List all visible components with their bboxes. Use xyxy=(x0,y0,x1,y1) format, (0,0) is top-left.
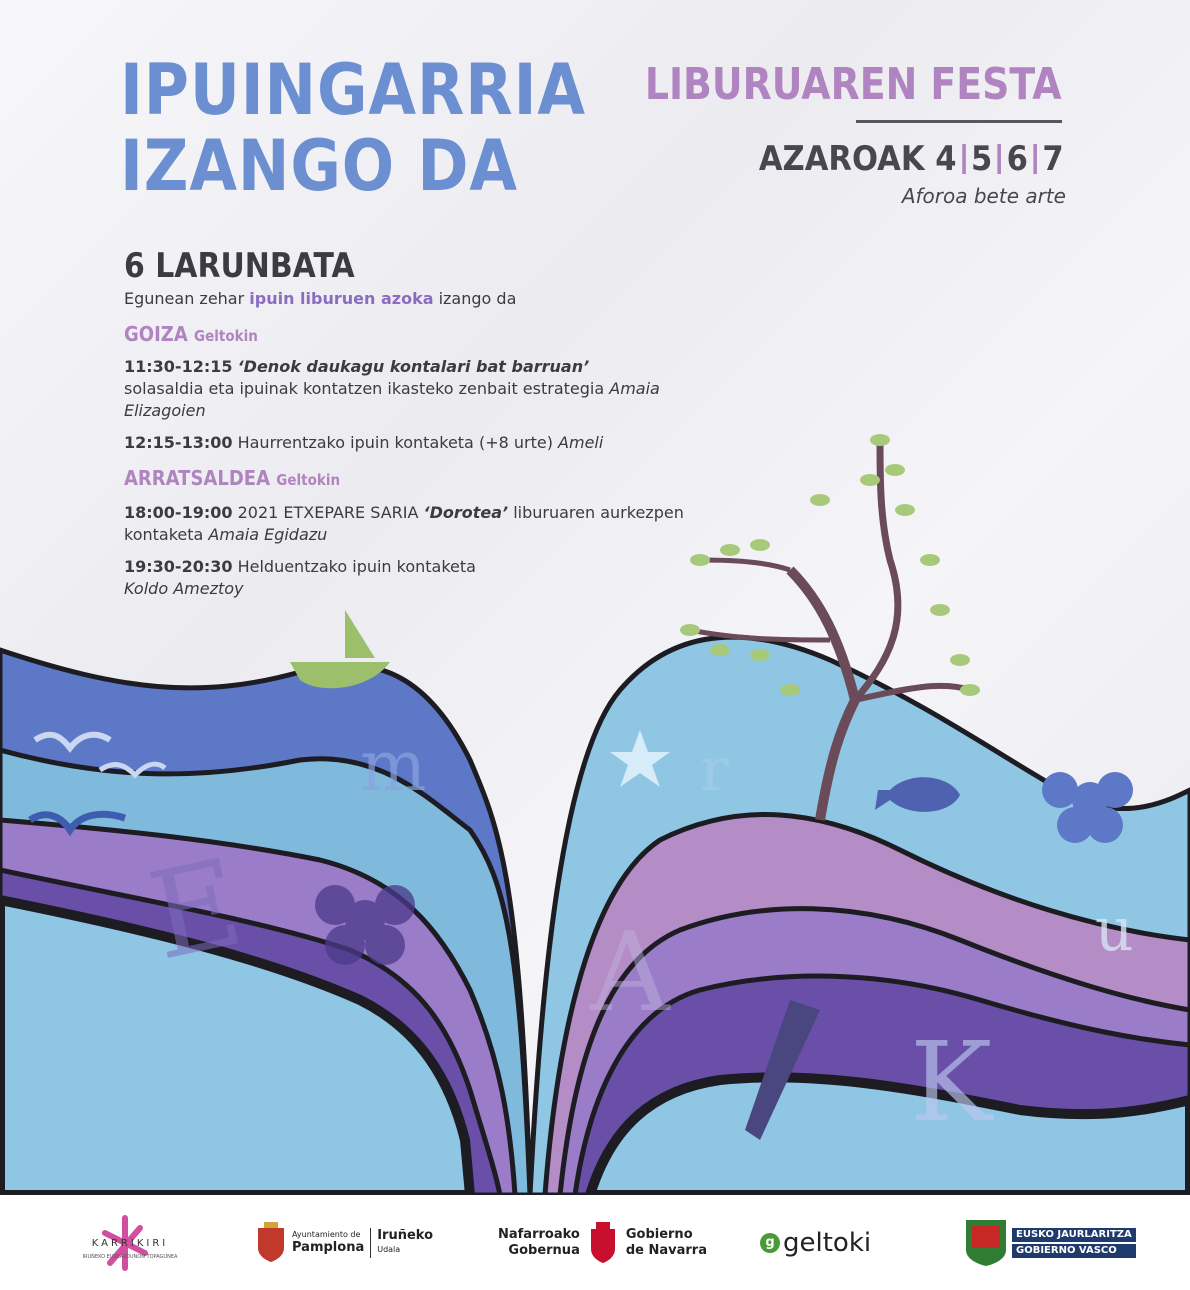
festa-title: LIBURUAREN FESTA xyxy=(645,59,1062,110)
intro-highlight: ipuin liburuen azoka xyxy=(249,289,434,308)
intro-text: Egunean zehar ipuin liburuen azoka izango da xyxy=(124,289,517,308)
navarra-shield-icon xyxy=(588,1221,618,1265)
karrikiri-logo: KARRIKIRI IRUÑEKO EUSKALDUNON TOPAGUNEA xyxy=(60,1195,200,1290)
letter-u: u xyxy=(1095,895,1134,965)
letter-K: K xyxy=(910,1018,993,1146)
eusko-shield-icon xyxy=(964,1218,1008,1268)
event-2: 12:15-13:00 Haurrentzako ipuin kontaketa (+8 urte) Ameli xyxy=(124,433,604,452)
letter-m: m xyxy=(360,725,427,807)
date-separator xyxy=(1034,144,1038,174)
date-separator xyxy=(998,144,1002,174)
letter-A: A xyxy=(590,908,670,1036)
day-heading: 6 LARUNBATA xyxy=(124,246,355,286)
section-afternoon: ARRATSALDEA Geltokin xyxy=(124,466,341,490)
sponsor-bar xyxy=(0,1195,1190,1290)
geltoki-logo: g geltoki xyxy=(760,1195,871,1290)
event-1: 11:30-12:15 ‘Denok daukagu kontalari bat barruan’ solasaldia eta ipuinak kontatzen ikasteko zenbait estrategia Amaia Elizagoien xyxy=(124,357,660,420)
date-5: 5 xyxy=(971,139,993,179)
eusko-jaurlaritza-logo: EUSKO JAURLARITZA GOBIERNO VASCO xyxy=(964,1195,1136,1290)
title-line-2: IZANGO DA xyxy=(120,125,518,207)
date-7: 7 xyxy=(1042,139,1064,179)
date-4: 4 xyxy=(935,139,957,179)
dates-prefix: AZAROAK xyxy=(759,139,925,179)
pamplona-logo: Ayuntamiento de Pamplona Iruñeko Udala xyxy=(256,1195,433,1290)
section-morning: GOIZA Geltokin xyxy=(124,322,258,346)
letter-r: r xyxy=(700,735,729,805)
aforoa-note: Aforoa bete arte xyxy=(901,184,1066,208)
main-title xyxy=(120,49,586,207)
event-3: 18:00-19:00 2021 ETXEPARE SARIA ‘Dorotea’ liburuaren aurkezpen kontaketa Amaia Egidazu xyxy=(124,503,684,544)
navarra-logo: Nafarroako Gobernua Gobierno de Navarra xyxy=(498,1195,707,1290)
event-4: 19:30-20:30 Helduentzako ipuin kontaketa Koldo Ameztoy xyxy=(124,557,476,598)
date-separator xyxy=(962,144,966,174)
pamplona-shield-icon xyxy=(256,1222,286,1264)
dates xyxy=(759,138,1064,180)
letter-E: E xyxy=(138,833,254,988)
festa-divider xyxy=(856,120,1062,123)
date-6: 6 xyxy=(1006,139,1029,179)
geltoki-mark-icon: g xyxy=(760,1233,780,1253)
title-line-1: IPUINGARRIA xyxy=(120,49,586,131)
